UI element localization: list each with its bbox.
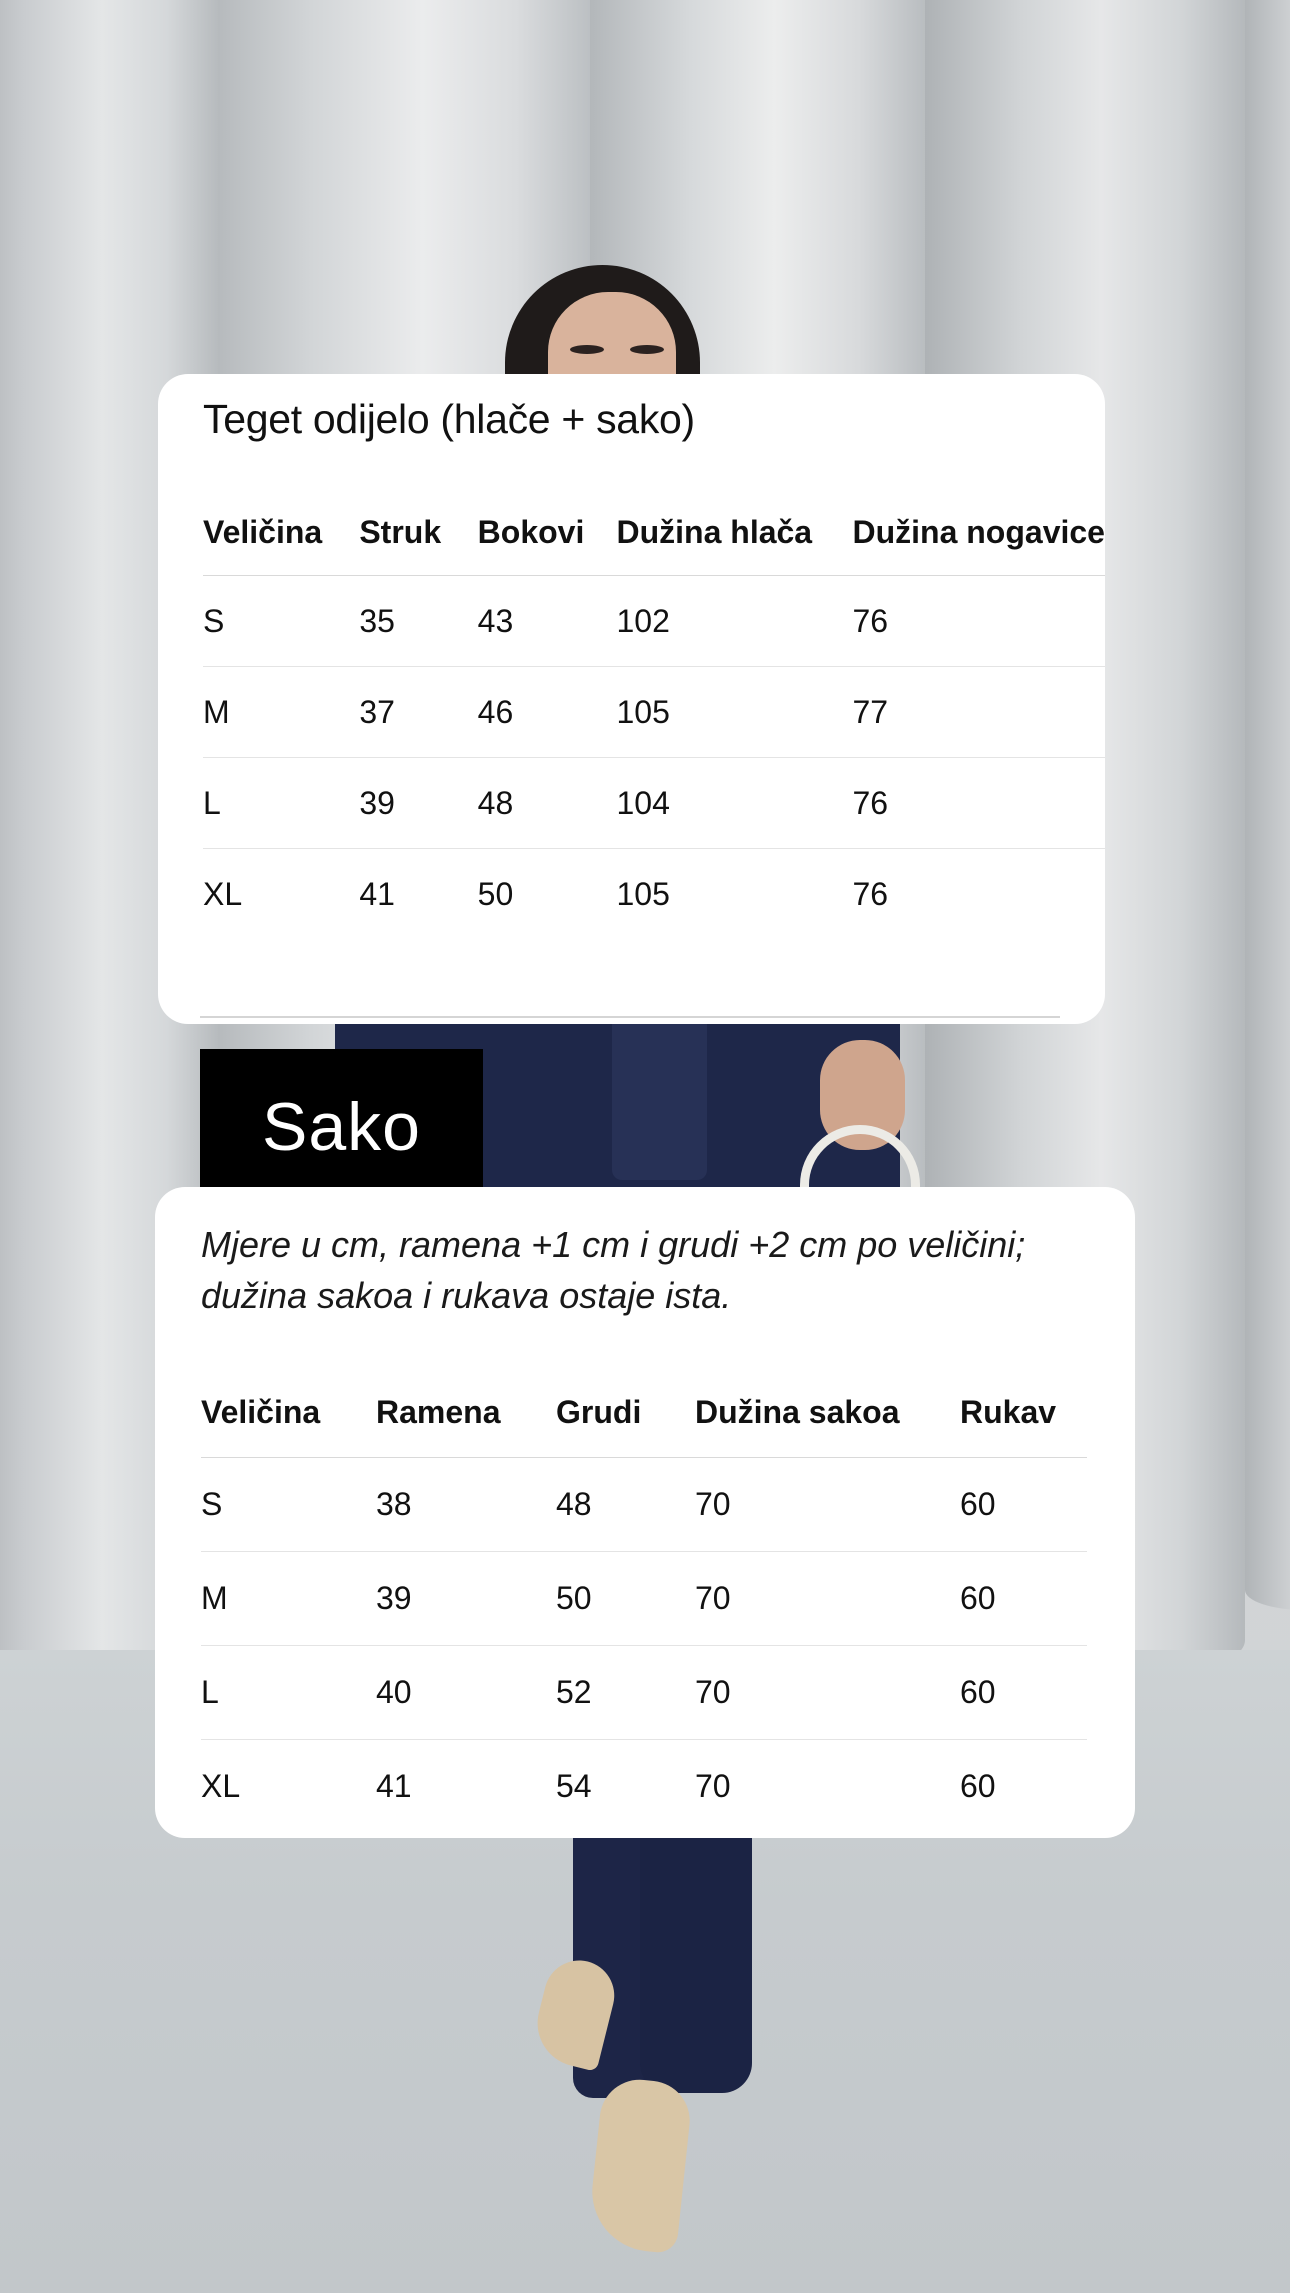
table-row [203, 576, 1105, 667]
table-cell: 43 [478, 576, 617, 667]
column-header: Veličina [201, 1367, 376, 1458]
table-row [203, 758, 1105, 849]
table-cell: S [201, 1458, 376, 1552]
background-column [1245, 0, 1290, 1610]
column-header: Dužina hlača [616, 489, 852, 576]
model-jacket-lapel [612, 1005, 707, 1180]
suit-size-card [158, 374, 1105, 1024]
column-header: Veličina [203, 489, 359, 576]
table-cell: 50 [556, 1552, 695, 1646]
table-cell: 54 [556, 1768, 592, 1804]
sako-section-label: Sako [200, 1049, 483, 1199]
column-header: Rukav [960, 1367, 1087, 1458]
table-row [201, 1740, 1087, 1834]
table-cell: 70 [695, 1768, 731, 1804]
column-header: Dužina sakoa [695, 1367, 960, 1458]
table-cell: 39 [359, 758, 477, 849]
column-header: Ramena [376, 1367, 556, 1458]
table-cell: 70 [695, 1552, 960, 1646]
sako-size-table [201, 1367, 1087, 1833]
suit-card-title: Teget odijelo (hlače + sako) [203, 396, 695, 442]
table-cell: 60 [960, 1552, 1087, 1646]
model-trouser-leg [640, 1838, 752, 2093]
table-cell: 76 [852, 758, 1105, 849]
table-cell: 41 [376, 1768, 412, 1804]
table-row [203, 849, 1105, 940]
divider [200, 1016, 1060, 1018]
column-header: Bokovi [478, 489, 617, 576]
model-eye [570, 345, 604, 354]
table-cell: 39 [376, 1552, 556, 1646]
column-header: Dužina nogavice [852, 489, 1105, 576]
table-cell: 60 [960, 1768, 996, 1804]
suit-size-table [203, 489, 1105, 939]
table-cell: 48 [556, 1458, 695, 1552]
table-cell: 102 [616, 576, 852, 667]
table-header-row [201, 1367, 1087, 1458]
table-cell: 37 [359, 667, 477, 758]
table-header-row [203, 489, 1105, 576]
table-cell: M [203, 667, 359, 758]
table-cell: 50 [477, 875, 514, 912]
sako-size-card [155, 1187, 1135, 1838]
table-cell: 76 [852, 875, 889, 912]
table-cell: 77 [852, 667, 1105, 758]
table-cell: 38 [376, 1458, 556, 1552]
table-cell: 70 [695, 1458, 960, 1552]
table-cell: 76 [852, 576, 1105, 667]
table-cell: 105 [616, 875, 670, 912]
table-cell: M [201, 1552, 376, 1646]
column-header: Grudi [556, 1367, 695, 1458]
model-eye [630, 345, 664, 354]
table-cell: 41 [359, 875, 395, 912]
table-row [201, 1458, 1087, 1552]
table-cell: 46 [478, 667, 617, 758]
table-cell: 105 [616, 667, 852, 758]
table-cell: L [203, 758, 359, 849]
table-cell: XL [203, 875, 243, 912]
table-cell: 70 [695, 1646, 960, 1740]
table-cell: S [203, 576, 359, 667]
table-row [203, 667, 1105, 758]
table-cell: 104 [616, 758, 852, 849]
table-cell: XL [201, 1768, 241, 1804]
table-cell: 40 [376, 1646, 556, 1740]
table-cell: 35 [359, 576, 477, 667]
table-row [201, 1552, 1087, 1646]
table-cell: 48 [478, 758, 617, 849]
table-cell: 60 [960, 1646, 1087, 1740]
table-cell: 52 [556, 1646, 695, 1740]
table-cell: L [201, 1646, 376, 1740]
measurement-note: Mjere u cm, ramena +1 cm i grudi +2 cm po veličini; dužina sakoa i rukava ostaje ista. [201, 1224, 1026, 1316]
table-cell: 60 [960, 1458, 1087, 1552]
column-header: Struk [359, 489, 477, 576]
table-row [201, 1646, 1087, 1740]
